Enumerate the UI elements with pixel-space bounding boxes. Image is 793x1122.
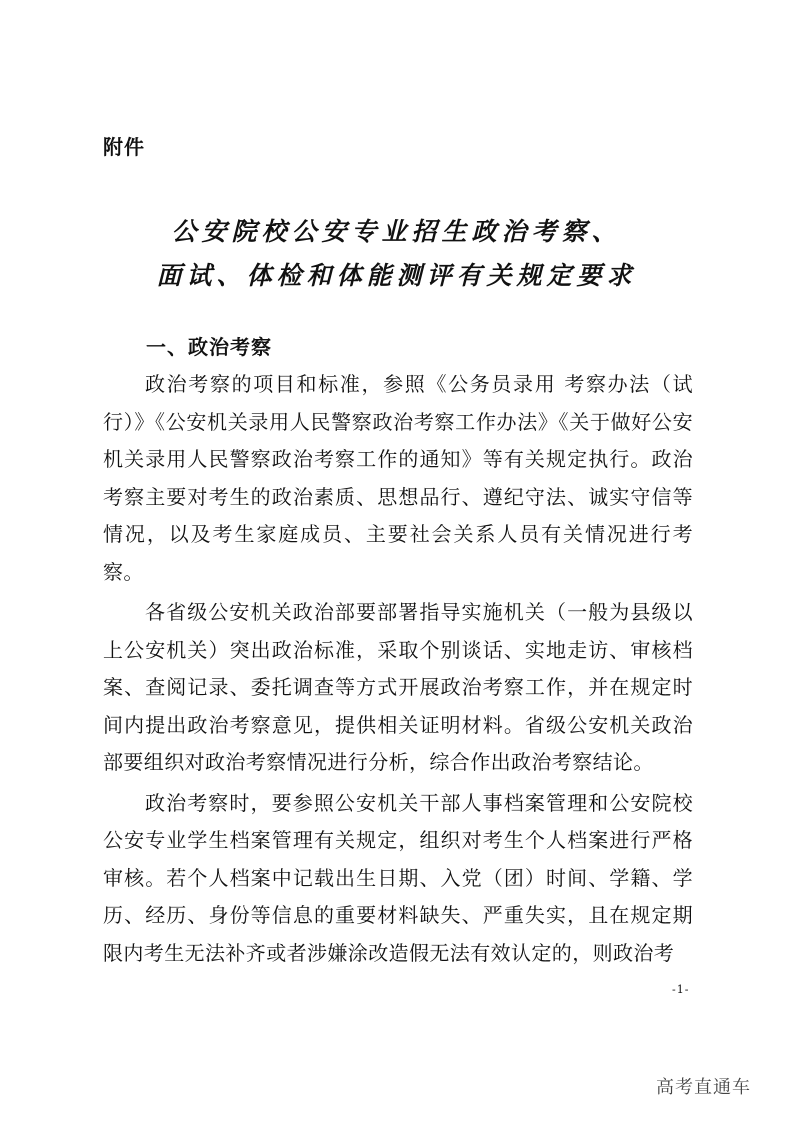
section-heading-political-review: 一、政治考察 bbox=[146, 335, 272, 359]
paragraph-3: 政治考察时，要参照公安机关干部人事档案管理和公安院校公安专业学生档案管理有关规定，组织对考生个人档案进行严格审核。若个人档案中记载出生日期、入党（团）时间、学籍、学历、经历、身份等信息的重要材料缺失、严重失实，且在规定期限内考生无法补齐或者涉嫌涂改造假无法有效认定的，则政治考 bbox=[103, 790, 693, 965]
section-body bbox=[103, 366, 693, 975]
watermark-text: 高考直通车 bbox=[656, 1077, 751, 1098]
paragraph-2: 各省级公安机关政治部要部署指导实施机关（一般为县级以上公安机关）突出政治标准，采取个别谈话、实地走访、审核档案、查阅记录、委托调查等方式开展政治考察工作，并在规定时间内提出政治考察意见，提供相关证明材料。省级公安机关政治部要组织对政治考察情况进行分析，综合作出政治考察结论。 bbox=[103, 600, 693, 774]
document-title-line-1: 公安院校公安专业招生政治考察、 bbox=[171, 217, 622, 246]
document-title-line-2: 面试、体检和体能测评有关规定要求 bbox=[156, 261, 637, 290]
paragraph-1: 政治考察的项目和标准，参照《公务员录用 考察办法（试行）》《公安机关录用人民警察政治考察工作办法》《关于做好公安机关录用人民警察政治考察工作的通知》等有关规定执行。政治考察主要对考生的政治素质、思想品行、遵纪守法、诚实守信等情况，以及考生家庭成员、主要社会关系人员有关情况进行考察。 bbox=[103, 372, 693, 584]
attachment-label: 附件 bbox=[103, 135, 145, 159]
page-number: -1- bbox=[672, 983, 690, 996]
